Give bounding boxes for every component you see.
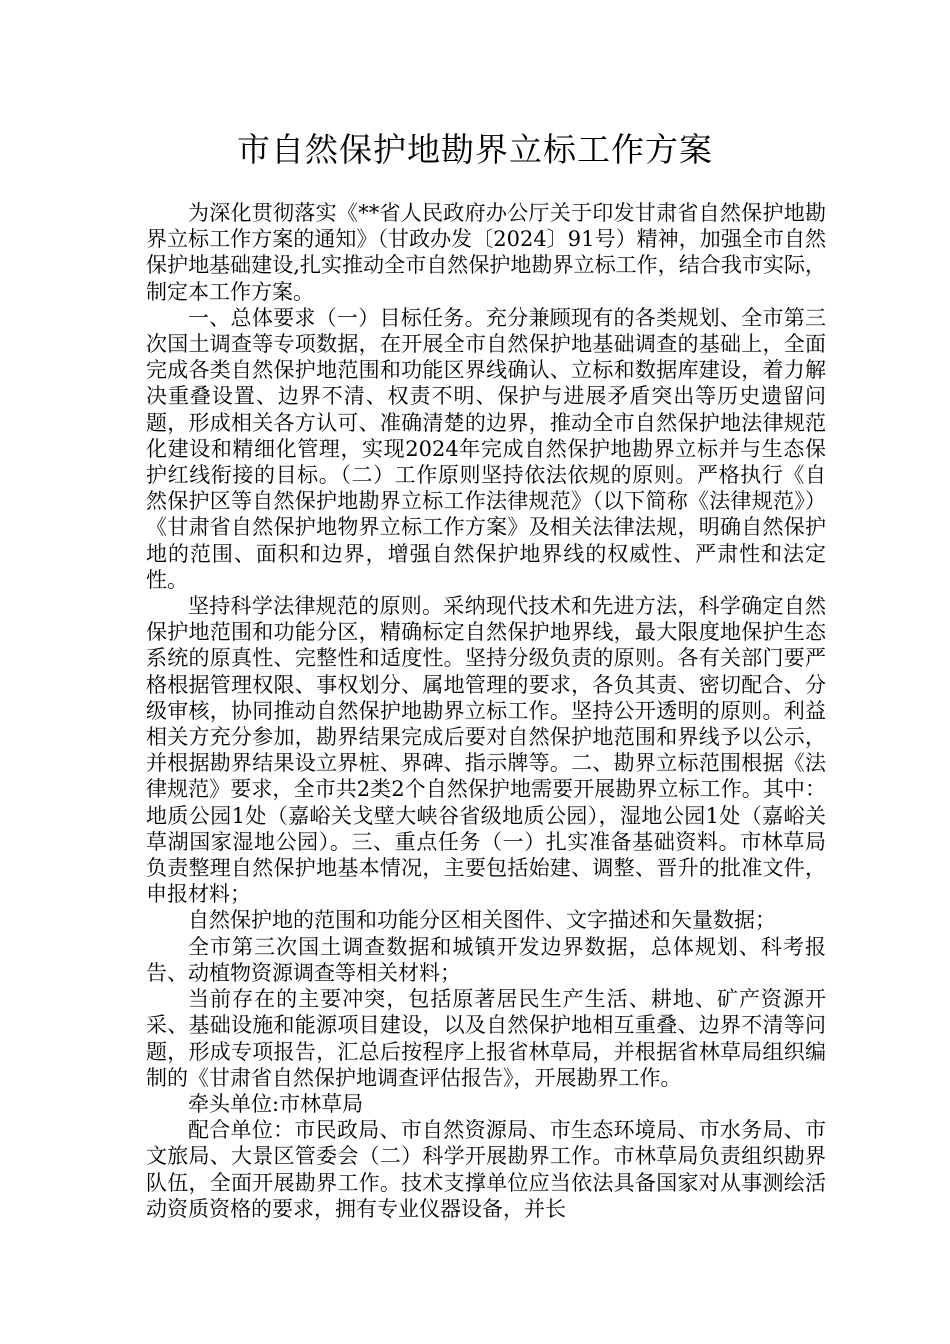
paragraph-lead-unit: 牵头单位:市林草局 xyxy=(188,1091,364,1116)
paragraph-survey-data: 全市第三次国土调查数据和城镇开发边界数据，总体规划、科考报告、动植物资源调查等相关材料； xyxy=(146,934,826,985)
paragraph-general-requirements: 一、总体要求（一）目标任务。充分兼顾现有的各类规划、全市第三次国土调查等专项数据，在开展全市自然保护地基础调查的基础上，全面完成各类自然保护地范围和功能区界线确认、立标和数据库建设，着力解决重叠设置、边界不清、权责不明、保护与进展矛盾突出等历史遗留问题，形成相关各方认可、准确清楚的边界，推动全市自然保护地法律规范化建设和精细化管理，实现2024年完成自然保护地勘界立标并与生态保护红线衔接的目标。（二）工作原则坚持依法依规的原则。严格执行《自然保护区等自然保护地勘界立标工作法律规范》（以下简称《法律规范》）《甘肃省自然保护地物界立标工作方案》及相关法律法规，明确自然保护地的范围、面积和边界，增强自然保护地界线的权威性、严肃性和法定性。 xyxy=(146,305,826,592)
document-title: 市自然保护地勘界立标工作方案 xyxy=(237,130,713,169)
document-body xyxy=(146,200,826,1222)
paragraph-boundary-data: 自然保护地的范围和功能分区相关图件、文字描述和矢量数据； xyxy=(188,908,776,933)
paragraph-supporting-units: 配合单位：市民政局、市自然资源局、市生态环境局、市水务局、市文旅局、大景区管委会（二）科学开展勘界工作。市林草局负责组织勘界队伍，全面开展勘界工作。技术支撑单位应当依法具备国家对从事测绘活动资质资格的要求，拥有专业仪器设备，并长 xyxy=(146,1118,826,1221)
paragraph-principles-and-scope: 坚持科学法律规范的原则。采纳现代技术和先进方法，科学确定自然保护地范围和功能分区，精确标定自然保护地界线，最大限度地保护生态系统的原真性、完整性和适度性。坚持分级负责的原则。各有关部门要严格根据管理权限、事权划分、属地管理的要求，各负其责、密切配合、分级审核，协同推动自然保护地勘界立标工作。坚持公开透明的原则。利益相关方充分参加，勘界结果完成后要对自然保护地范围和界线予以公示，并根据勘界结果设立界桩、界碑、指示牌等。二、勘界立标范围根据《法律规范》要求，全市共2类2个自然保护地需要开展勘界立标工作。其中：地质公园1处（嘉峪关戈壁大峡谷省级地质公园），湿地公园1处（嘉峪关草湖国家湿地公园）。三、重点任务（一）扎实准备基础资料。市林草局负责整理自然保护地基本情况，主要包括始建、调整、晋升的批准文件，申报材料； xyxy=(146,594,826,907)
paragraph-intro: 为深化贯彻落实《**省人民政府办公厅关于印发甘肃省自然保护地勘界立标工作方案的通知》（甘政办发〔2024〕91号）精神，加强全市自然保护地基础建设,扎实推动全市自然保护地勘界立标工作，结合我市实际，制定本工作方案。 xyxy=(146,201,826,304)
paragraph-conflicts: 当前存在的主要冲突，包括原著居民生产生活、耕地、矿产资源开采、基础设施和能源项目建设，以及自然保护地相互重叠、边界不清等问题，形成专项报告，汇总后按程序上报省林草局，并根据省林草局组织编制的《甘肃省自然保护地调查评估报告》，开展勘界工作。 xyxy=(146,987,826,1090)
